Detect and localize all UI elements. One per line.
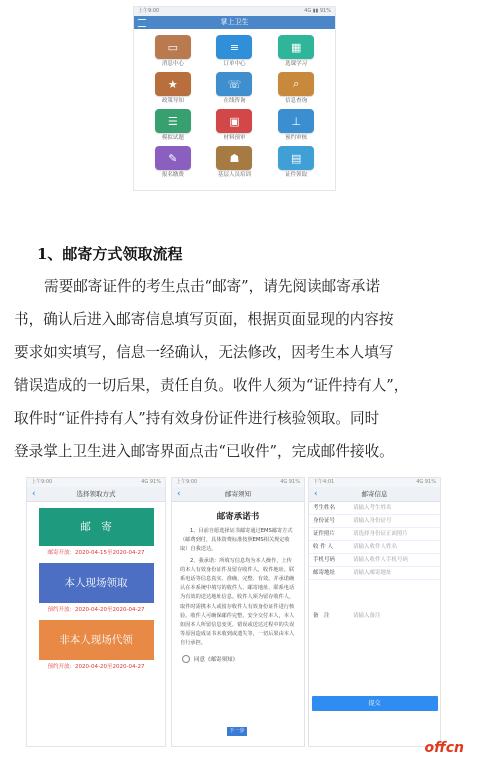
feature-tile[interactable] (204, 72, 266, 105)
status-indicators: 4G 91% (141, 479, 161, 485)
proxy-pickup-button[interactable]: 非本人现场代领 (39, 620, 154, 660)
feature-label: 选课学习 (285, 61, 308, 67)
feature-tile[interactable] (265, 146, 327, 179)
search-icon[interactable]: ⌕ (278, 72, 314, 96)
field-input[interactable]: 请输入身份证号 (353, 518, 392, 524)
paragraph-line: 书，确认后进入邮寄信息填写页面，根据页面显现的内容按 (14, 311, 394, 328)
feature-tile[interactable] (265, 109, 327, 142)
feature-tile[interactable] (204, 146, 266, 179)
paragraph-line: 取件时“证件持有人”持有效身份证件进行核验领取。同时 (14, 410, 380, 427)
remark-row[interactable] (309, 610, 440, 622)
field-label: 身份证号 (313, 518, 336, 524)
mail-info-screen (308, 477, 441, 747)
screen-title: 邮寄信息 (361, 490, 388, 498)
feature-label: 消息中心 (161, 61, 184, 67)
field-label: 邮寄地址 (313, 570, 336, 576)
chat-icon[interactable]: ▭ (155, 35, 191, 59)
pledge-title: 邮寄承诺书 (216, 512, 260, 522)
screen-title-bar (27, 487, 165, 502)
pickup-method-screen (26, 477, 166, 747)
pledge-paragraph-1: 1、目前自愿选择证书邮寄通过EMS邮寄方式（邮费到付，具体资费标准按照EMS相关规定收取）自我送达。 (180, 528, 293, 553)
feature-tile[interactable] (204, 35, 266, 68)
book-icon[interactable]: ★ (155, 72, 191, 96)
status-bar (134, 7, 335, 16)
mail-form (309, 502, 440, 580)
status-bar (172, 478, 304, 487)
feature-label: 在线咨询 (223, 98, 246, 104)
screen-title: 邮寄须知 (225, 490, 251, 498)
feature-label: 信息查询 (285, 98, 308, 104)
field-label: 证件照片 (313, 531, 336, 537)
status-indicators: 4G 91% (416, 479, 436, 485)
field-input[interactable]: 请输入邮寄地址 (353, 570, 392, 576)
feature-tile[interactable] (265, 35, 327, 68)
status-bar (309, 478, 440, 487)
list-icon[interactable]: ≡ (216, 35, 252, 59)
feature-label: 政策导知 (161, 98, 184, 104)
feature-grid (134, 29, 335, 179)
status-bar (27, 478, 165, 487)
form-row[interactable] (309, 528, 440, 541)
feature-label: 模拟试题 (161, 135, 184, 141)
option-self-pickup[interactable] (27, 563, 165, 613)
remark-input[interactable]: 请输入备注 (353, 613, 381, 619)
pledge-paragraph-2: 2、我承诺：所填写信息均为本人操作，上传的本人有效身份证件及留存收件人，收件地址、联系电话等信息真实、准确、完整、有效。并承诺确认在本系统中填写的收件人、邮寄地址、联系电话为有效的送达地址信息。收件人须为留存收件人，取件时需携本人或留存收件人有效身份证件进行核验。收件人可确保邮件完整、安全交付本人，本人如因本人所留信息变更、错误或送达过程中的失误等原因造成证书未收到或遗失等，一切后果由本人自行承担。 (180, 557, 295, 647)
field-input[interactable]: 请输入收件人姓名 (353, 544, 398, 550)
mail-open-dates: 邮寄开放：2020-04-15至2020-04-27 (47, 550, 145, 556)
feature-tile[interactable] (142, 109, 204, 142)
form-row[interactable] (309, 502, 440, 515)
field-label: 收 件 人 (313, 544, 333, 550)
back-icon[interactable]: ‹ (314, 489, 318, 499)
feature-label: 材料预审 (223, 135, 246, 141)
screen-title: 选择领取方式 (76, 490, 116, 498)
app-title-bar (134, 16, 335, 29)
offcn-watermark: offcn (424, 740, 464, 756)
status-time: 上午9:00 (31, 479, 53, 485)
form-row[interactable] (309, 567, 440, 580)
feature-tile[interactable] (142, 146, 204, 179)
proxy-pickup-dates: 预约开放：2020-04-20至2020-04-27 (47, 664, 145, 670)
paragraph-line: 需要邮寄证件的考生点击“邮寄”，请先阅读邮寄承诺 (44, 278, 380, 295)
field-input[interactable]: 请输入考生姓名 (353, 505, 392, 511)
paragraph-line: 要求如实填写，信息一经确认，无法修改，因考生本人填写 (14, 344, 394, 361)
status-time: 上午9:00 (176, 479, 198, 485)
radio-icon[interactable] (182, 655, 190, 663)
screen-title-bar (172, 487, 304, 502)
agree-checkbox-row[interactable] (172, 649, 304, 669)
back-icon[interactable]: ‹ (32, 489, 36, 499)
feature-label: 报名缴费 (161, 172, 184, 178)
self-pickup-button[interactable]: 本人现场领取 (39, 563, 154, 603)
app-title: 掌上卫生 (220, 18, 249, 26)
self-pickup-dates: 预约开放：2020-04-20至2020-04-27 (47, 607, 145, 613)
field-input[interactable]: 请选择身份证正面照片 (353, 531, 409, 537)
calendar-icon[interactable]: ▦ (278, 35, 314, 59)
status-indicators: 4G ▮▮ 91% (304, 8, 331, 14)
field-label: 考生姓名 (313, 505, 336, 511)
paragraph-line: 登录掌上卫生进入邮寄界面点击“已收件”，完成邮件接收。 (14, 443, 394, 460)
feature-tile[interactable] (142, 35, 204, 68)
phone-icon[interactable]: ☏ (216, 72, 252, 96)
screen-title-bar (309, 487, 440, 502)
app-home-screenshot (133, 6, 336, 191)
status-indicators: 4G 91% (280, 479, 300, 485)
boxes-icon[interactable]: ▣ (216, 109, 252, 133)
submit-button[interactable]: 提交 (312, 696, 438, 711)
mail-notice-screen (171, 477, 305, 747)
feature-tile[interactable] (142, 72, 204, 105)
status-time: 下午4:01 (313, 479, 335, 485)
feature-tile[interactable] (204, 109, 266, 142)
menu-icon[interactable] (138, 19, 146, 27)
next-button[interactable]: 下一步 (227, 727, 247, 736)
feature-label: 订单中心 (223, 61, 246, 67)
field-label: 手机号码 (313, 557, 336, 563)
feature-label: 基层人员培训 (217, 172, 251, 178)
mail-button[interactable]: 邮 寄 (39, 508, 154, 546)
option-mail[interactable] (27, 508, 165, 556)
paragraph-line: 错误造成的一切后果，责任自负。收件人须为“证件持有人”， (14, 377, 409, 394)
form-row[interactable] (309, 515, 440, 528)
feature-label: 证件领取 (285, 172, 308, 178)
section-heading: 1、邮寄方式领取流程 (37, 245, 183, 263)
status-time: 上午9:00 (138, 8, 160, 14)
feature-tile[interactable] (265, 72, 327, 105)
back-icon[interactable]: ‹ (177, 489, 181, 499)
option-proxy-pickup[interactable] (27, 620, 165, 670)
field-input[interactable]: 请输入收件人手机号码 (353, 557, 409, 563)
agree-label: 同意《邮寄须知》 (194, 656, 239, 663)
body-paragraph (14, 270, 461, 468)
pen-icon[interactable]: ✎ (155, 146, 191, 170)
stamp-icon[interactable]: ⊥ (278, 109, 314, 133)
document-icon[interactable]: ☰ (155, 109, 191, 133)
remark-label: 备 注 (313, 613, 330, 619)
teacher-icon[interactable]: ☗ (216, 146, 252, 170)
feature-label: 预约审核 (285, 135, 308, 141)
certificate-icon[interactable]: ▤ (278, 146, 314, 170)
form-row[interactable] (309, 541, 440, 554)
form-row[interactable] (309, 554, 440, 567)
